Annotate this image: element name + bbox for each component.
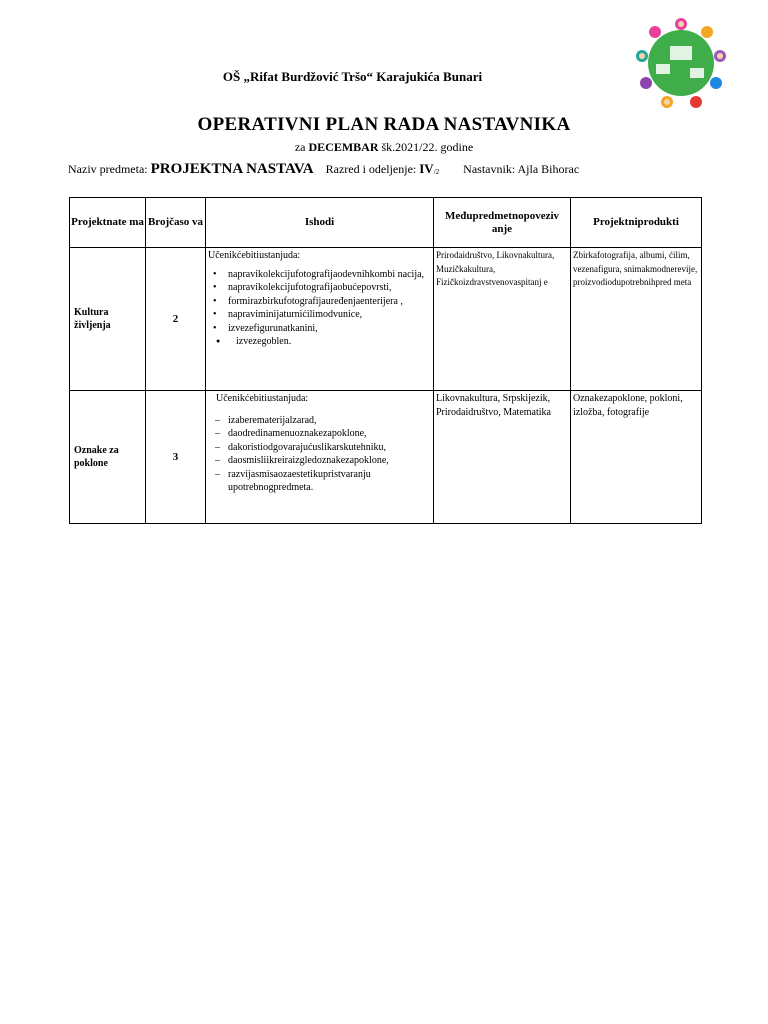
grade-label: Razred i odeljenje:: [325, 162, 417, 176]
period-prefix: za: [294, 140, 306, 154]
outcome-item: • napravikolekcijufotografijaobućepovrsti,: [208, 281, 431, 295]
products-text: Oznakezapoklone, pokloni, izložba, fotografije: [573, 393, 683, 418]
teacher-name: Ajla Bihorac: [517, 162, 580, 176]
grade-section: /2: [433, 168, 440, 176]
products-cell: [571, 391, 702, 524]
school-name: OŠ „Rifat Burdžović Tršo“ Karajukića Bunari: [222, 69, 483, 84]
page-title: OPERATIVNI PLAN RADA NASTAVNIKA: [197, 114, 571, 135]
period-month: DECEMBAR: [308, 140, 379, 154]
cross-curricular-cell: [434, 391, 571, 524]
subject-label: Naziv predmeta:: [68, 162, 148, 176]
outcome-item: – razvijasmisaozaestetikupristvaranju upotrebnogpredmeta.: [208, 468, 431, 495]
table-header-row: [70, 198, 702, 248]
teacher-label: Nastavnik:: [463, 162, 516, 176]
outcome-item: ● izvezegoblen.: [208, 335, 431, 349]
classroom-collaboration-logo-icon: [634, 16, 728, 110]
cross-curricular-text: Prirodaidruštvo, Likovnakultura, Muzičkakultura, Fizičkoizdravstvenovaspitanj e: [436, 250, 555, 287]
plan-table: [69, 197, 702, 524]
hours-cell: 3: [146, 391, 206, 524]
products-text: Zbirkafotografija, albumi, ćilim, vezenafigura, snimakmodnerevije, proizvodiodupotrebnihpred meta: [573, 250, 698, 287]
products-cell: [571, 248, 702, 391]
header-project-topic: Projektnate ma: [70, 198, 146, 248]
topic-cell: Kultura življenja: [70, 248, 146, 391]
topic-cell: Oznake za poklone: [70, 391, 146, 524]
outcome-item: • izvezefigurunatkanini,: [208, 322, 431, 336]
outcome-item: • formirazbirkufotografijauređenjaenterijera ,: [208, 295, 431, 309]
outcomes-cell: [206, 248, 434, 391]
outcome-item: – dakoristiodgovarajućuslikarskutehniku,: [208, 441, 431, 455]
outcome-item: – izaberematerijalzarad,: [208, 414, 431, 428]
outcomes-intro: Učenikćebitiustanjuda:: [216, 393, 309, 404]
plan-meta-line: [68, 161, 579, 178]
outcome-item: – daodredinamenuoznakezapoklone,: [208, 427, 431, 441]
header-products: Projektniprodukti: [571, 198, 702, 248]
header-outcomes: Ishodi: [206, 198, 434, 248]
cross-curricular-cell: [434, 248, 571, 391]
header-hours: Brojčaso va: [146, 198, 206, 248]
hours-cell: 2: [146, 248, 206, 391]
grade-value: IV: [419, 161, 434, 176]
subject-name: PROJEKTNA NASTAVA: [150, 161, 314, 177]
table-row: [70, 248, 702, 391]
table-row: [70, 391, 702, 524]
outcome-item: • napraviminijaturnićilimodvunice,: [208, 308, 431, 322]
outcome-item: – daosmisliikreiraizgledoznakezapoklone,: [208, 454, 431, 468]
outcomes-cell: [206, 391, 434, 524]
cross-curricular-text: Likovnakultura, Srpskijezik, Prirodaidruštvo, Matematika: [436, 393, 551, 418]
outcomes-intro: Učenikćebitiustanjuda:: [208, 250, 301, 261]
plan-period: [0, 140, 768, 155]
header-cross-curricular: Međupredmetnopoveziv anje: [434, 198, 571, 248]
outcome-item: • napravikolekcijufotografijaodevnihkombi nacija,: [208, 268, 431, 282]
period-school-year: šk.2021/22. godine: [381, 140, 474, 154]
